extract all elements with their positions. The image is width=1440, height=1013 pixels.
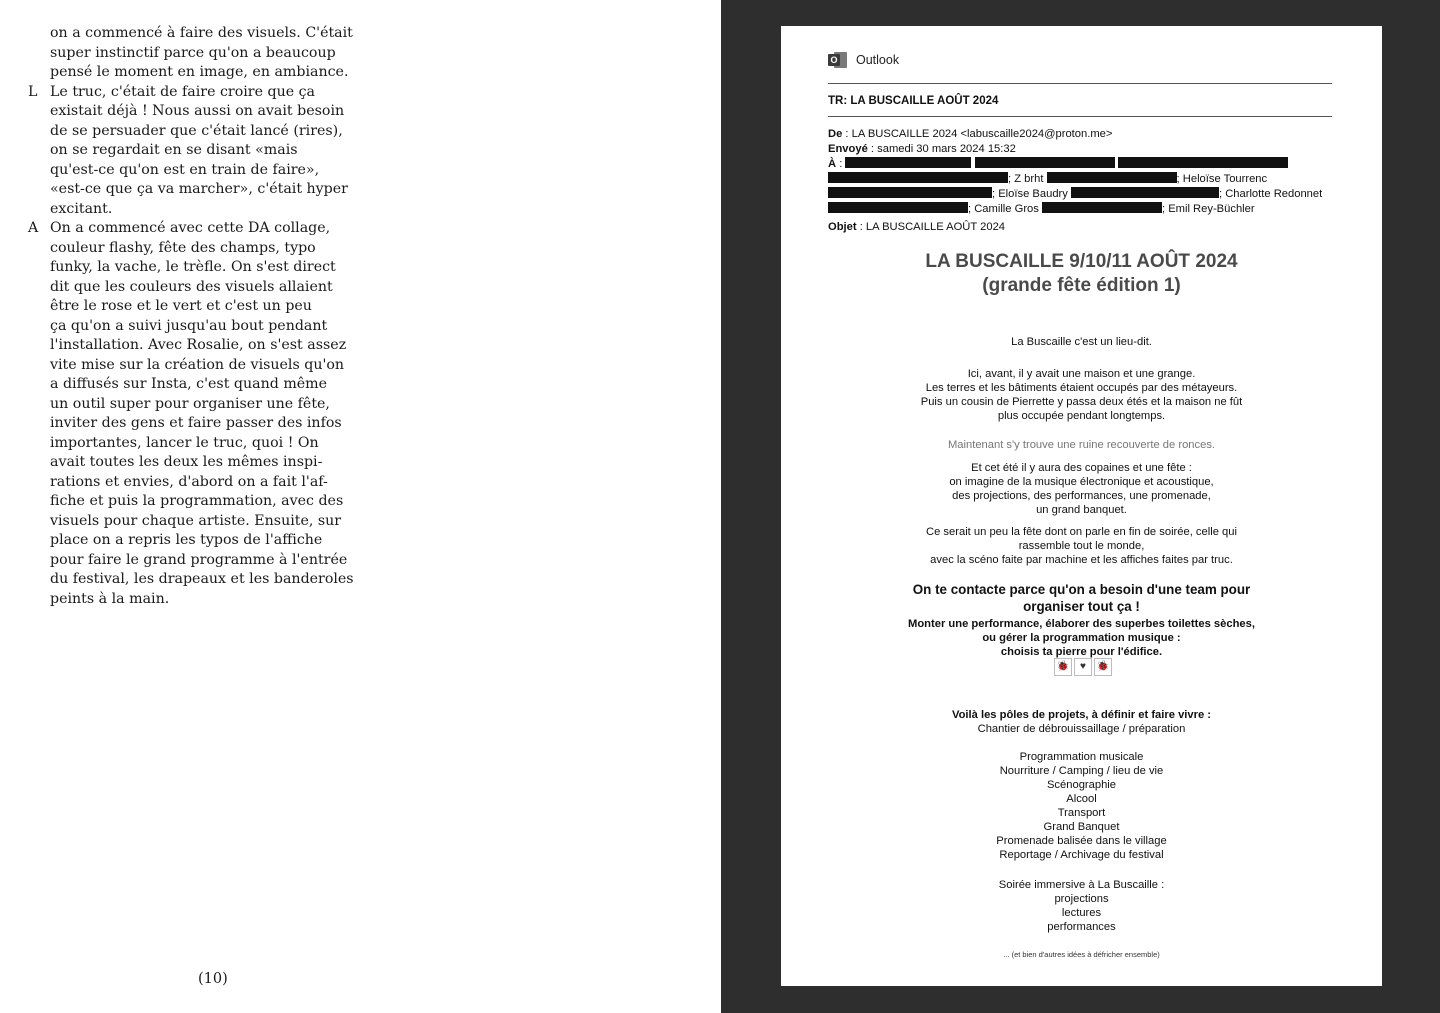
redaction-bar [828,202,968,213]
sent-label: Envoyé [828,143,868,155]
pole-item: Reportage / Archivage du festival [999,849,1164,861]
text-line: Le truc, c'était de faire croire que ça [50,83,316,100]
pole-item: Grand Banquet [1043,821,1120,833]
object-value: LA BUSCAILLE AOÛT 2024 [865,221,1006,233]
summer-line: un grand banquet. [1036,504,1127,516]
summer-line: on imagine de la musique électronique et acoustique, [949,476,1214,488]
heart-icon: ♥ [1074,658,1092,676]
recipient: ; Heloïse Tourrenc [1176,173,1268,185]
call-line: Monter une performance, élaborer des superbes toilettes sèches, [908,618,1255,630]
footer-note: ... (et bien d'autres idées à défricher ensemble) [1003,950,1160,959]
history-line: plus occupée pendant longtemps. [997,410,1166,422]
headline-subtitle: (grande fête édition 1) [982,275,1181,296]
object-label: Objet [828,221,857,233]
headline-title: LA BUSCAILLE 9/10/11 AOÛT 2024 [925,251,1238,272]
email-subject: TR: LA BUSCAILLE AOÛT 2024 [828,95,999,107]
emoji-row [1054,658,1114,676]
text-line: super instinctif parce qu'on a beaucoup [50,44,336,61]
from-row: De : LA BUSCAILLE 2024 <labuscaille2024@proton.me> [828,128,1113,140]
call-line: ou gérer la programmation musique : [982,632,1181,644]
history-line: Puis un cousin de Pierrette y passa deux étés et la maison ne fût [920,396,1243,408]
sent-row: Envoyé : samedi 30 mars 2024 15:32 [828,143,1016,155]
intro-line: La Buscaille c'est un lieu-dit. [1011,336,1152,348]
text-line: vite mise sur la création de visuels qu'on [50,356,345,373]
text-line: existait déjà ! Nous aussi on avait besoin [50,103,345,119]
text-line: fiche et puis la programmation, avec des [50,493,344,509]
soiree-item: projections [1054,893,1109,905]
pole-item: Chantier de débrouissaillage / préparation [977,723,1186,735]
redaction-bar [1071,187,1219,198]
speaker-label: A [28,220,39,236]
summer-line: Et cet été il y aura des copaines et une fête : [971,462,1192,474]
redaction-bar [828,172,1008,183]
interview-text [0,24,400,609]
soiree-item: performances [1047,921,1116,933]
party-line: avec la scéno faite par machine et les affiches faites par truc. [930,554,1233,566]
redaction-bar [1047,172,1177,183]
recipients-row-1 [828,172,1267,187]
recipient: ; Emil Rey-Büchler [1161,203,1255,215]
text-line: l'installation. Avec Rosalie, on s'est assez [50,337,347,353]
from-label: De [828,128,843,140]
text-line: visuels pour chaque artiste. Ensuite, sur [50,512,342,529]
text-line: place on a repris les typos de l'affiche [50,532,323,548]
history-line: Ici, avant, il y avait une maison et une grange. [967,368,1196,380]
text-line: être le rose et le vert et c'est un peu [50,298,312,314]
text-line: inviter des gens et faire passer des infos [50,415,342,431]
right-page [721,0,1440,1013]
sent-value: samedi 30 mars 2024 15:32 [877,143,1016,155]
email-printout [781,26,1382,986]
recipient: ; Z brht [1008,173,1044,185]
paragraph-2 [0,83,400,220]
text-line: un outil super pour organiser une fête, [50,395,330,412]
history-line: Les terres et les bâtiments étaient occupés par des métayeurs. [925,382,1238,394]
text-line: importantes, lancer le truc, quoi ! On [50,434,319,451]
redaction-bar [828,187,992,198]
text-line: ça qu'on a suivi jusqu'au bout pendant [50,317,328,334]
app-name: Outlook [856,53,900,67]
text-line: couleur flashy, fête des champs, typo [50,239,316,256]
text-line: funky, la vache, le trèfle. On s'est direct [50,259,336,275]
text-line: peints à la main. [50,590,170,607]
party-line: rassemble tout le monde, [1018,540,1145,552]
text-line: excitant. [50,200,113,217]
call-line: choisis ta pierre pour l'édifice. [1000,646,1163,658]
ladybug-icon: 🐞 [1094,658,1112,676]
text-line: on a commencé à faire des visuels. C'était [50,25,353,41]
recipient: ; Camille Gros [968,203,1039,215]
now-line: Maintenant s'y trouve une ruine recouverte de ronces. [947,439,1216,451]
to-row: À : [828,157,1288,172]
redaction-bar [1042,202,1162,213]
divider [828,83,1332,84]
outlook-icon: O [828,51,848,69]
from-value: LA BUSCAILLE 2024 <labuscaille2024@proton.me> [851,128,1113,140]
paragraph-3 [0,219,400,609]
party-line: Ce serait un peu la fête dont on parle en fin de soirée, celle qui [926,526,1237,538]
ladybug-icon: 🐞 [1054,658,1072,676]
pole-item: Alcool [1066,793,1097,805]
text-line: pour faire le grand programme à l'entrée [50,551,348,568]
text-line: on se regardait en se disant «mais [50,142,298,158]
poles-title: Voilà les pôles de projets, à définir et faire vivre : [951,709,1212,721]
text-line: «est-ce que ça va marcher», c'était hyper [50,181,348,197]
pole-item: Nourriture / Camping / lieu de vie [999,765,1164,777]
redaction-bar [975,157,1115,168]
recipient: ; Charlotte Redonnet [1218,188,1323,200]
text-line: qu'est-ce qu'on est en train de faire», [50,161,320,178]
pole-item: Promenade balisée dans le village [996,835,1167,847]
paragraph-1 [0,24,400,83]
soiree-item: lectures [1061,907,1102,919]
soiree-title: Soirée immersive à La Buscaille : [998,879,1165,891]
call-line: On te contacte parce qu'on a besoin d'une team pour [912,582,1251,597]
redaction-bar [1118,157,1288,168]
recipients-row-2 [828,187,1322,202]
text-line: du festival, les drapeaux et les banderoles [50,571,354,587]
pole-item: Transport [1057,807,1106,819]
object-row: Objet : LA BUSCAILLE AOÛT 2024 [828,221,1006,233]
pole-item: Programmation musicale [1019,751,1144,763]
speaker-label: L [28,83,38,100]
call-line: organiser tout ça ! [1023,599,1140,614]
summer-line: des projections, des performances, une promenade, [952,490,1211,502]
text-line: pensé le moment en image, en ambiance. [50,64,349,80]
pole-item: Scénographie [1046,779,1117,791]
outlook-header [828,50,899,70]
text-line: dit que les couleurs des visuels allaient [50,278,333,295]
recipients-row-3 [828,202,1255,217]
page-number: (10) [198,971,228,987]
recipient: ; Eloïse Baudry [992,188,1068,200]
redaction-bar [845,157,971,168]
text-line: rations et envies, d'abord on a fait l'af- [50,473,328,490]
text-line: de se persuader que c'était lancé (rires), [50,122,343,139]
divider [828,116,1332,117]
text-line: avait toutes les deux les mêmes inspi- [50,454,323,470]
to-label: À [828,158,837,170]
text-line: On a commencé avec cette DA collage, [50,220,331,236]
text-line: a diffusés sur Insta, c'est quand même [50,376,328,392]
